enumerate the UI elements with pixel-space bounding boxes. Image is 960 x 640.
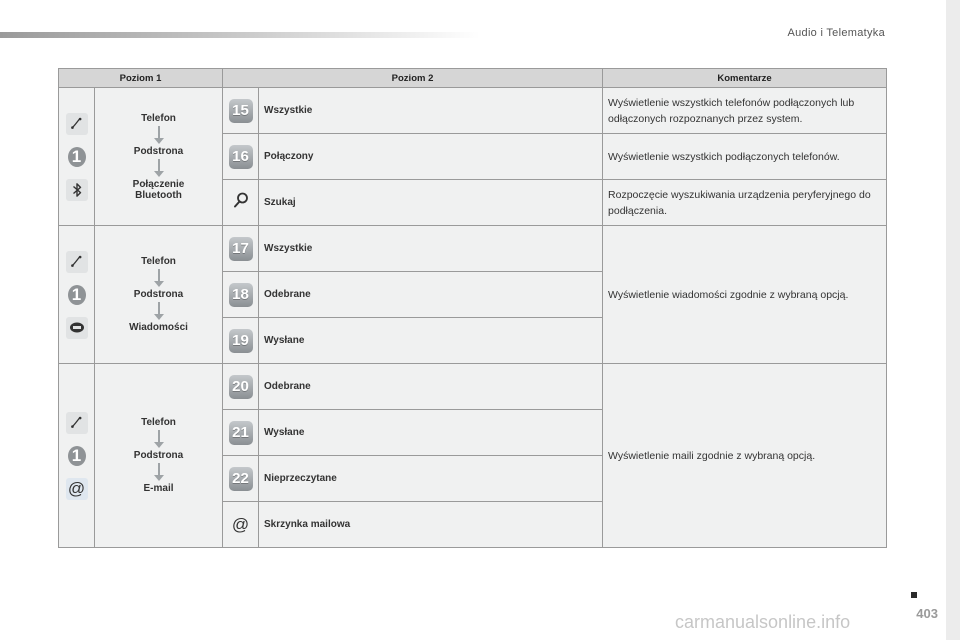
option-label: Wysłane	[259, 410, 603, 456]
badge-cell	[223, 134, 259, 180]
page-marker	[911, 592, 917, 598]
down-arrow-icon	[154, 302, 164, 320]
option-label: Wszystkie	[259, 226, 603, 272]
column-header: Poziom 2	[223, 69, 603, 88]
level1-nav-path	[95, 226, 223, 364]
comment-cell: Wyświetlenie maili zgodnie z wybraną opcją.	[603, 364, 887, 548]
down-arrow-icon	[154, 269, 164, 287]
sms-icon	[66, 317, 88, 339]
comment-cell: Wyświetlenie wiadomości zgodnie z wybraną opcją.	[603, 226, 887, 364]
option-label: Odebrane	[259, 364, 603, 410]
number-badge: 19	[229, 329, 253, 353]
level1-nav-path	[95, 364, 223, 548]
table-row	[59, 88, 887, 134]
badge-cell	[223, 226, 259, 272]
level1-nav-path	[95, 88, 223, 226]
option-label: Połączony	[259, 134, 603, 180]
menu-table	[58, 68, 887, 548]
number-badge: 22	[229, 467, 253, 491]
level1-icons	[59, 226, 95, 364]
watermark: carmanualsonline.info	[675, 612, 851, 632]
nav-item-podstrona: Podstrona	[133, 145, 184, 157]
column-header: Poziom 1	[59, 69, 223, 88]
nav-item-podstrona: Podstrona	[133, 450, 184, 461]
page-number: 403	[916, 606, 938, 621]
email-icon: @	[66, 478, 88, 500]
nav-item-podstrona: Podstrona	[133, 289, 184, 300]
section-title: Audio i Telematyka	[787, 27, 885, 39]
number-badge: 18	[229, 283, 253, 307]
column-header: Komentarze	[603, 69, 887, 88]
table-header-row	[59, 69, 887, 88]
nav-item-telefon: Telefon	[141, 417, 176, 428]
nav-item-email: E-mail	[143, 483, 174, 494]
option-label: Skrzynka mailowa	[259, 502, 603, 548]
search-icon	[232, 191, 250, 209]
down-arrow-icon	[154, 159, 164, 177]
number-badge: 15	[229, 99, 253, 123]
number-badge: 20	[229, 375, 253, 399]
header-gradient-bar	[0, 32, 480, 38]
number-badge: 16	[229, 145, 253, 169]
level1-number: 1	[68, 147, 86, 167]
level1-icons	[59, 364, 95, 548]
badge-cell	[223, 410, 259, 456]
option-label: Wysłane	[259, 318, 603, 364]
down-arrow-icon	[154, 430, 164, 448]
option-label: Odebrane	[259, 272, 603, 318]
phone-icon	[66, 113, 88, 135]
badge-cell	[223, 272, 259, 318]
option-label: Wszystkie	[259, 88, 603, 134]
badge-cell	[223, 502, 259, 548]
badge-cell	[223, 456, 259, 502]
number-badge: 17	[229, 237, 253, 261]
badge-cell	[223, 88, 259, 134]
page-edge-strip	[946, 0, 960, 640]
badge-cell	[223, 318, 259, 364]
option-label: Szukaj	[259, 180, 603, 226]
level1-number: 1	[68, 446, 86, 466]
option-label: Nieprzeczytane	[259, 456, 603, 502]
nav-item-telefon: Telefon	[141, 112, 176, 124]
down-arrow-icon	[154, 463, 164, 481]
badge-cell	[223, 180, 259, 226]
bluetooth-icon	[66, 179, 88, 201]
comment-cell: Wyświetlenie wszystkich podłączonych telefonów.	[603, 134, 887, 180]
phone-icon	[66, 251, 88, 273]
down-arrow-icon	[154, 126, 164, 144]
nav-item-wiadomosci: Wiadomości	[129, 322, 188, 333]
level1-icons	[59, 88, 95, 226]
phone-icon	[66, 412, 88, 434]
badge-cell	[223, 364, 259, 410]
number-badge: 21	[229, 421, 253, 445]
email-icon: @	[231, 514, 250, 534]
comment-cell: Rozpoczęcie wyszukiwania urządzenia peryferyjnego do podłączenia.	[603, 180, 887, 226]
table-row	[59, 364, 887, 410]
nav-item-telefon: Telefon	[141, 256, 176, 267]
nav-item-bluetooth: Połączenie Bluetooth	[132, 178, 185, 201]
level1-number: 1	[68, 285, 86, 305]
table-row	[59, 226, 887, 272]
comment-cell: Wyświetlenie wszystkich telefonów podłączonych lub odłączonych rozpoznanych przez system.	[603, 88, 887, 134]
